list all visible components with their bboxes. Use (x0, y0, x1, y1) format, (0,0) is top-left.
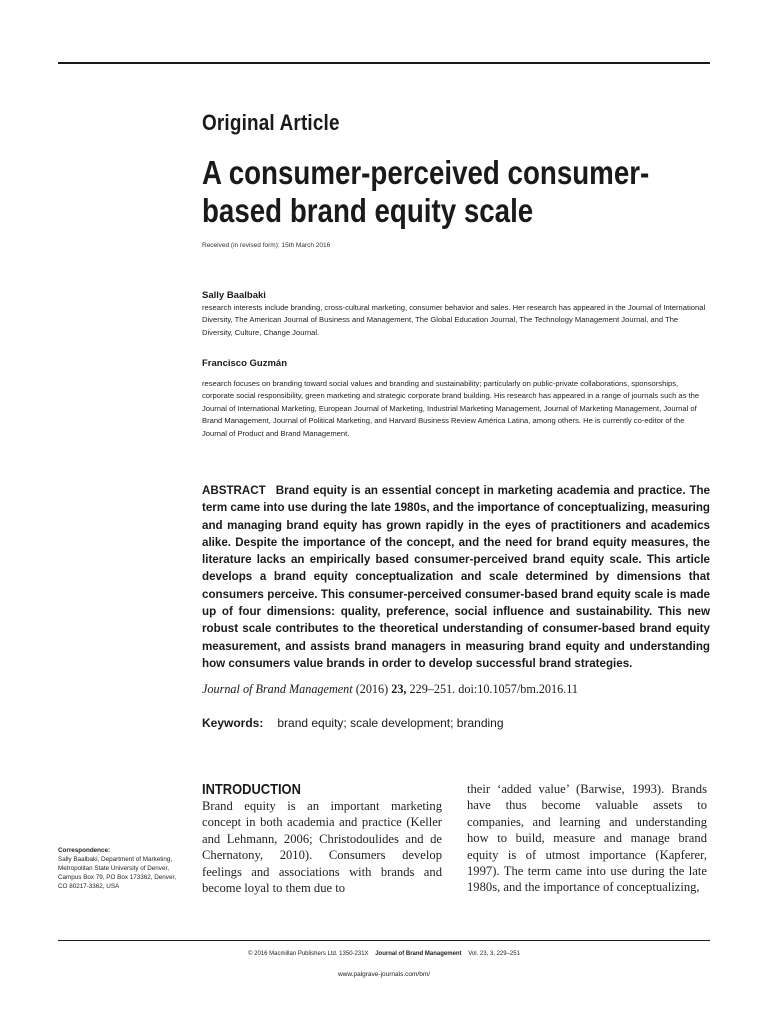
abstract-text: Brand equity is an essential concept in marketing academia and practice. The term came into use during the late 1980s, and the importance of conceptualizing, measuring and managing brand equity has grown rapidly in the eyes of practitioners and academics alike. Despite the importance of the concept, and the need for brand equity measures, the literature lacks an empirically based consumer-perceived brand equity scale. This article develops a brand equity conceptualization and scale determined by dimensions that consumers perceive. This consumer-perceived consumer-based brand equity scale is made up of four dimensions: quality, preference, social influence and sustainability. This new robust scale contributes to the theoretical understanding of consumer-based brand equity measurement, and assists brand managers in measuring brand equity and understanding how consumers value brands in order to develop successful brand strategies. (202, 484, 710, 670)
author-bio (202, 378, 710, 440)
footer-volume: Vol. 23, 3, 229–251 (468, 951, 520, 957)
abstract (202, 482, 710, 672)
abstract-label: ABSTRACT (202, 484, 266, 497)
correspondence (58, 846, 182, 891)
author-bio-text: research focuses on branding toward social values and branding and sustainability; particularly on public-private collaborations, sponsorships, corporate social responsibility, green marketing and strategic corporate brand building. His research has appeared in a range of journals such as the Journal of International Marketing, European Journal of Marketing, Industrial Marketing Management, Journal of Marketing Management, Journal of Brand Management, Journal of Political Marketing, and Harvard Business Review América Latina, among others. He is currently co-editor of the Journal of Product and Brand Management. (202, 379, 700, 438)
citation-year: (2016) (355, 682, 389, 696)
footer-copyright: © 2016 Macmillan Publishers Ltd. 1350-231X (248, 951, 369, 957)
body-column-left: Brand equity is an important marketing concept in both academia and practice (Keller and Lehmann, 2006; Christodoulides and de Chernatony, 2010). Consumers develop feelings and associations with brands and become loyal to them due to (202, 799, 442, 896)
author-bio-text: research interests include branding, cross-cultural marketing, consumer behavior and sales. Her research has appeared in the Journal of International Diversity, The American Journal of Business and Management, The Global Education Journal, The Technology Management Journal, and The Diversity, Culture, Change Journal. (202, 303, 706, 337)
article-title: A consumer-perceived consumer-based brand equity scale (202, 154, 650, 229)
citation-journal: Journal of Brand Management (202, 682, 353, 696)
body-column-right: their ‘added value’ (Barwise, 1993). Brands have thus become valuable assets to companies, and learning and understanding how to build, measure and manage brand equity is of utmost importance (Kapferer, 1997). The term came into use during the late 1980s, and the importance of conceptualizing, (467, 782, 707, 895)
footer-url[interactable]: www.palgrave-journals.com/bm/ (337, 971, 431, 978)
top-rule (58, 62, 710, 64)
author-name: Francisco Guzmán (202, 358, 287, 369)
keywords-label: Keywords: (202, 716, 264, 730)
footer-line (0, 951, 768, 957)
author-bio (202, 302, 710, 339)
received-date: Received (in revised form): 15th March 2016 (202, 242, 331, 249)
citation-volume: 23, (391, 682, 407, 696)
author-name: Sally Baalbaki (202, 290, 266, 301)
keywords (202, 716, 504, 730)
footer-journal: Journal of Brand Management (375, 951, 462, 957)
citation (202, 682, 578, 697)
keywords-value: brand equity; scale development; branding (277, 716, 504, 730)
correspondence-label: Correspondence: (58, 847, 111, 854)
citation-pages: 229–251. doi:10.1057/bm.2016.11 (409, 682, 578, 696)
bottom-rule (58, 940, 710, 941)
correspondence-text: Sally Baalbaki, Department of Marketing, Metropolitan State University of Denver, Campus Box 79, PO Box 173362, Denver, CO 80217-3362, USA (58, 856, 176, 891)
article-type-label: Original Article (202, 110, 340, 135)
section-heading: INTRODUCTION (202, 781, 301, 798)
